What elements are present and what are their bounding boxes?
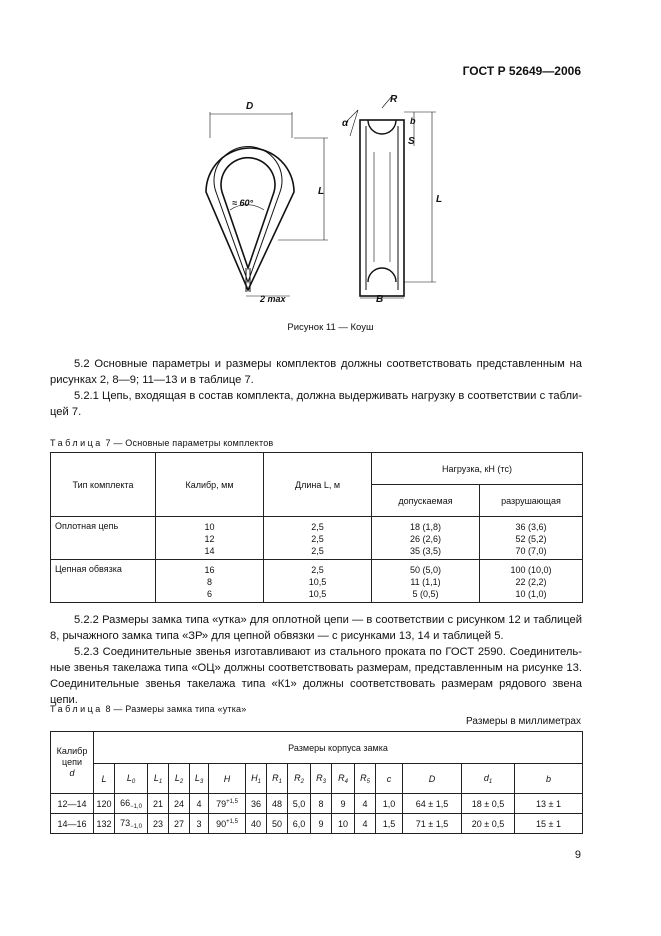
table8-units: Размеры в миллиметрах (466, 716, 581, 727)
t8-header-body: Размеры корпуса замка (94, 732, 583, 764)
label-L1: L (436, 194, 443, 205)
paragraph-5-2-3: 5.2.3 Соединительные звенья изготавливают из стального проката по ГОСТ 2590. Соединительные звенья такелажа типа «ОЦ» должны соответствовать размерам, представленным на рисунке 13. Соединительные звенья такелажа типа «К1» должны соответствовать размерам рядового звена цепи. (50, 646, 582, 706)
label-alpha: α (342, 118, 349, 129)
label-B: B (376, 294, 384, 304)
thimble-figure (160, 92, 460, 304)
table-row: Цепная обвязка 16 8 6 2,5 10,5 10,5 50 (5,0) 11 (1,1) 5 (0,5) 100 (10,0) 22 (2,2) 10 (1,0) (51, 560, 583, 603)
label-L: L (318, 186, 325, 197)
thimble-drawing (160, 92, 460, 304)
table8-caption: Таблица 8 — Размеры замка типа «утка» (50, 704, 247, 714)
label-b1: b (410, 116, 416, 126)
table-row: 12—14 120 $66_{-1,0}$ 21 24 4 $79^{+1,5}$ 36 48 5,0 8 9 4 1,0 64 ± 1,5 18 ± 0,5 13 ± 1 (51, 794, 583, 814)
standard-number: ГОСТ Р 52649—2006 (462, 64, 581, 78)
t7-header-load: Нагрузка, кН (тс) (372, 453, 583, 485)
t7-header-type: Тип комплекта (51, 453, 156, 517)
t7-header-length: Длина L, м (264, 453, 372, 517)
label-R: R (390, 94, 398, 105)
t8-header-caliber: Калибр цепи d (51, 732, 94, 794)
table7-caption: Таблица 7 — Основные параметры комплектов (50, 438, 274, 448)
thimble-side (360, 120, 404, 296)
label-S: S (408, 136, 415, 147)
label-angle: ≈ 60° (232, 198, 254, 208)
table-8: Калибр цепи d Размеры корпуса замка L $L_0$ $L_1$ $L_2$ $L_3$ H $H_1$ $R_1$ $R_2$ $R_3$ $R_4$ $R_5$ c D $d_1$ b 12—14 120 $66_{-1,0}$ 21 24 4 $79^{+1,5}$ 36 48 5,0 8 9 4 1,0 64 ± 1,5 18 ± 0,5 13 ± 1 14—16 132 $73_{-1,0}$ 23 27 3 $90^{+1,5}$ 40 50 6,0 9 10 4 1,5 71 ± 1,5 20 ± 0,5 15 ± 1 (50, 731, 583, 834)
figure-caption: Рисунок 11 — Коуш (287, 322, 374, 333)
paragraph-5-2-2: 5.2.2 Размеры замка типа «утка» для оплотной цепи — в соответствии с рисунком 12 и таблицей 8, рычажного замка типа «ЗР» для цепной обвязки — с рисунками 13, 14 и таблицей 5. (50, 614, 582, 642)
table-row: 14—16 132 $73_{-1,0}$ 23 27 3 $90^{+1,5}$ 40 50 6,0 9 10 4 1,5 71 ± 1,5 20 ± 0,5 15 ± 1 (51, 814, 583, 834)
label-D: D (246, 101, 254, 112)
label-gap: 2 max (260, 294, 286, 304)
page-number: 9 (574, 849, 581, 861)
paragraph-5-2-1: 5.2.1 Цепь, входящая в состав комплекта, должна выдерживать нагрузку в соответствии с таблицей 7. (50, 390, 582, 418)
paragraph-5-2: 5.2 Основные параметры и размеры комплектов должны соответствовать представленным на рисунках 2, 8—9; 11—13 и в таблице 7. (50, 358, 582, 386)
t7-header-allowed: допускаемая (372, 485, 480, 517)
t7-header-breaking: разрушающая (480, 485, 583, 517)
t7-header-caliber: Калибр, мм (156, 453, 264, 517)
table-row: Оплотная цепь 10 12 14 2,5 2,5 2,5 18 (1,8) 26 (2,6) 35 (3,5) 36 (3,6) 52 (5,2) 70 (7,0) (51, 517, 583, 560)
table-7 (50, 452, 583, 603)
